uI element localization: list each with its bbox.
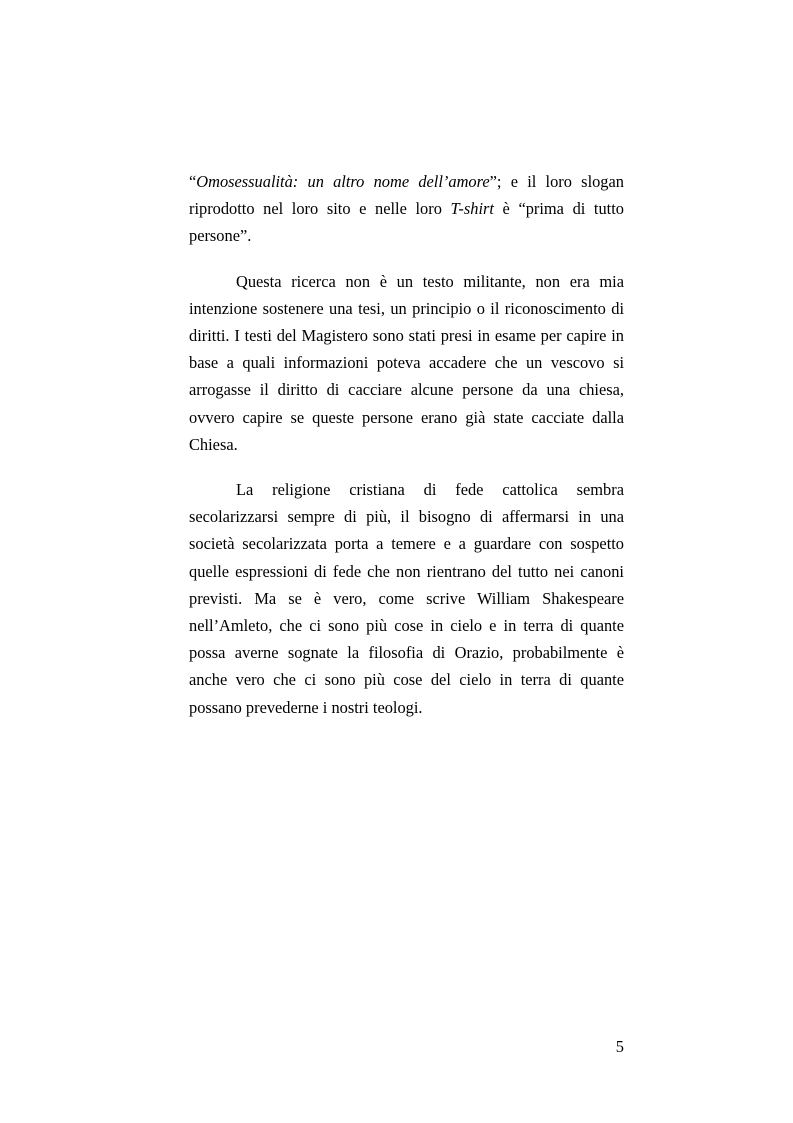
paragraph-text: è “prima di tutto persone”. bbox=[189, 199, 624, 246]
paragraph-text: ”; e il loro slogan riprodotto nel loro sito e nelle loro bbox=[189, 172, 624, 219]
paragraph-text: La religione cristiana di fede cattolica sembra secolarizzarsi sempre di più, il bisogno di affermarsi in una società secolarizzata porta a temere e a guardare con sospetto quelle espressioni di fede che non rientrano del tutto nei canoni previsti. Ma se è vero, come scrive William Shakespeare nell’Amleto, che ci sono più cose in cielo e in terra di quante possa averne sognate la filosofia di Orazio, probabilmente è anche vero che ci sono più cose del cielo in terra di quante possano prevederne i nostri teologi. bbox=[189, 480, 624, 717]
t-shirt-term: T-shirt bbox=[450, 199, 494, 219]
paragraph-text: Questa ricerca non è un testo militante, non era mia intenzione sostenere una tesi, un principio o il riconoscimento di diritti. I testi del Magistero sono stati presi in esame per capire in base a quali informazioni poteva accadere che un vescovo si arrogasse il diritto di cacciare alcune persone da una chiesa, ovvero capire se queste persone erano già state cacciate dalla Chiesa. bbox=[189, 271, 624, 454]
paragraph-3 bbox=[189, 476, 624, 721]
paragraph-1 bbox=[189, 168, 624, 250]
quote-open: “ bbox=[189, 172, 197, 191]
page-number: 5 bbox=[615, 1037, 624, 1056]
book-title: Omosessualità: un altro nome dell’amore bbox=[196, 172, 490, 191]
body-text bbox=[189, 168, 624, 739]
paragraph-2 bbox=[189, 268, 624, 458]
